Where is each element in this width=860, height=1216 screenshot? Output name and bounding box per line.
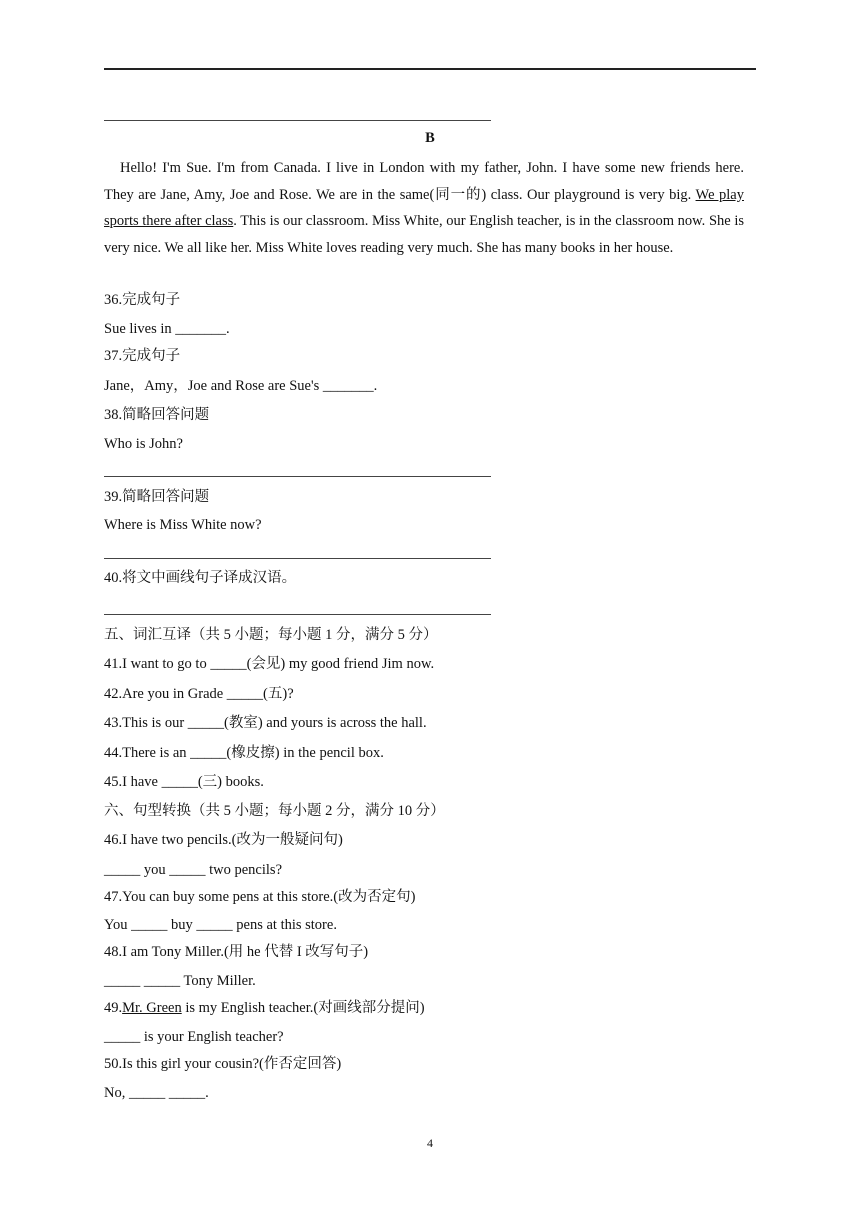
passage-title: B	[425, 130, 435, 146]
answer-line-39	[104, 558, 491, 559]
q41: 41.I want to go to _____(会见) my good friend Jim now.	[104, 656, 435, 672]
q39-text: Where is Miss White now?	[104, 517, 262, 533]
q37-text: Jane，Amy，Joe and Rose are Sue's _______.	[104, 378, 378, 394]
q37-label: 37.完成句子	[104, 348, 181, 364]
passage-text: Hello! I'm Sue. I'm from Canada. I live in London with my father, John. I have some new friends here. They are Jane, Amy, Joe and Rose. We are in the same(同一的) class. Our playground is very big.	[104, 160, 744, 203]
q45: 45.I have _____(三) books.	[104, 774, 264, 790]
q44: 44.There is an _____(橡皮擦) in the pencil box.	[104, 745, 384, 761]
q38-text: Who is John?	[104, 436, 183, 452]
q48: 48.I am Tony Miller.(用 he 代替 I 改写句子)	[104, 944, 369, 960]
q36-text: Sue lives in _______.	[104, 321, 230, 337]
section6-heading: 六、句型转换（共 5 小题；每小题 2 分，满分 10 分）	[104, 803, 445, 819]
q36-label: 36.完成句子	[104, 292, 181, 308]
q38-label: 38.简略回答问题	[104, 407, 210, 423]
q43: 43.This is our _____(教室) and yours is across the hall.	[104, 715, 427, 731]
q49	[104, 998, 425, 1018]
section5-heading: 五、词汇互译（共 5 小题；每小题 1 分，满分 5 分）	[104, 627, 438, 643]
answer-line-38	[104, 476, 491, 477]
underlined-sentence: We play sports there after class	[104, 186, 744, 230]
q50-answer: No, _____ _____.	[104, 1085, 209, 1101]
q39-label: 39.简略回答问题	[104, 489, 210, 505]
answer-line-prev	[104, 120, 491, 121]
q46-answer: _____ you _____ two pencils?	[104, 862, 283, 878]
q50: 50.Is this girl your cousin?(作否定回答)	[104, 1056, 342, 1072]
answer-line-40	[104, 614, 491, 615]
q47: 47.You can buy some pens at this store.(改为否定句)	[104, 889, 416, 905]
q40-label: 40.将文中画线句子译成汉语。	[104, 570, 297, 586]
reading-passage	[104, 155, 744, 262]
q49-rest: is my English teacher.(对画线部分提问)	[181, 1000, 425, 1016]
q46: 46.I have two pencils.(改为一般疑问句)	[104, 832, 343, 848]
q42: 42.Are you in Grade _____(五)?	[104, 686, 294, 702]
q49-number: 49.	[104, 1000, 123, 1016]
page-number: 4	[427, 1136, 433, 1150]
q48-answer: _____ _____ Tony Miller.	[104, 973, 256, 989]
q49-underlined: Mr. Green	[122, 1000, 182, 1016]
header-rule	[104, 68, 756, 70]
q47-answer: You _____ buy _____ pens at this store.	[104, 917, 337, 933]
q49-answer: _____ is your English teacher?	[104, 1029, 284, 1045]
passage-text-end: . This is our classroom. Miss White, our English teacher, is in the classroom now. She is very nice. We all like her. Miss White loves reading very much. She has many books in her house.	[104, 213, 744, 257]
